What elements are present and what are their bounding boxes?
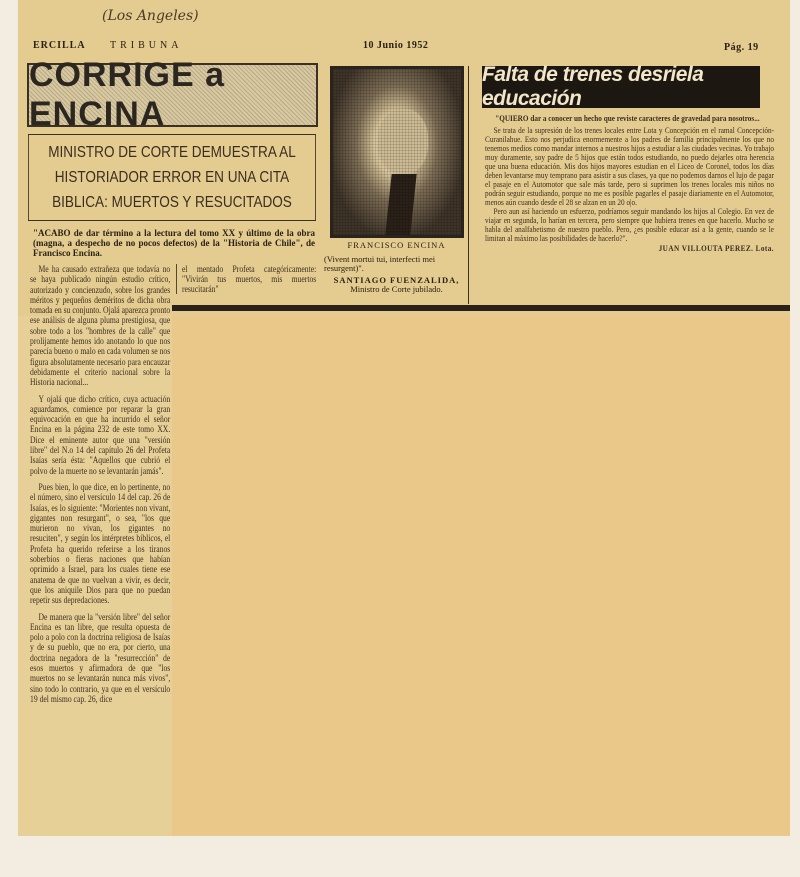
photo-caption: FRANCISCO ENCINA [347,240,446,250]
author-title: Ministro de Corte jubilado. [350,284,443,294]
horizontal-rule [172,305,790,311]
portrait-photo [330,66,464,238]
latin-quote: (Vivent mortui tui, interfecti mei resurgent)". [324,253,436,273]
author-name: SANTIAGO FUENZALIDA, [333,274,460,285]
body-paragraph: Me ha causado extrañeza que todavía no se haya publicado ningún estudio crítico, autorizado y concienzudo, sobre los grandes méritos y pequeños deméritos de dicha obra tomada en su conjunto. Ojalá aparezca pronto ese análisis de alguna pluma prestigiosa, que sobre todo a los "hombres de la calle" que prolijamente hemos ido anotando lo que nos parecía bueno o malo en cada volumen se nos figura absolutamente necesario para encauzar debidamente el criterio nacional sobre la Historia nacional... [30,264,171,388]
masthead-newspaper: TRIBUNA [110,40,183,51]
right-article-body [485,114,774,253]
masthead-magazine: ERCILLA [33,40,86,51]
body-paragraph: Se trata de la supresión de los trenes locales entre Lota y Concepción en el ramal Concepción-Curanilahue. Esto nos perjudica enormemente a los padres de familia principalmente los que no tenemos medios como mandar internos a nuestros hijos a estudiar a las ciudades vecinas. Yo trabajo muy duramente, soy padre de 5 hijos que están todos estudiando, no puedo dejarles otra herencia que una buena educación. Mis dos hijos mayores estudian en el Liceo de Coronel, todos los días deben levantarse muy temprano para asistir a sus clases, ya que no podemos darnos el lujo de pagar el pasaje en el Automotor que sale más tarde, pero si suprimen los trenes locales mis niños no podrán seguir estudiando, porque no me es posible pagarles el pasaje diariamente en el Automotor, menos aún cuando desde el 28 se alzan en un 20 o|o. [485,125,774,207]
body-paragraph: Y ojalá que dicho crítico, cuya actuación aguardamos, comience por reparar la gran equivocación en que ha incurrido el señor Encina en la página 232 de este tomo XX. Dice el eminente autor que una "versión libre" del N.o 14 del capítulo 26 del Profeta Isaías sería ésta: "Aquellos que cubrió el polvo de la muerte no se levantarán jamás". [30,393,171,476]
column-divider [468,66,469,304]
right-headline-banner: Falta de trenes desriela educación [482,66,760,108]
photo-caption-block [324,241,469,295]
right-article-lead: "QUIERO dar a conocer un hecho que reviste caracteres de gravedad para nosotros... [495,113,760,123]
masthead-date: 10 Junio 1952 [363,40,429,51]
halftone-texture [333,69,461,235]
masthead-page: Pág. 19 [724,42,759,53]
blank-scan-area [172,316,790,836]
article-headline: MINISTRO DE CORTE DEMUESTRA AL HISTORIADOR ERROR EN UNA CITA BIBLICA: MUERTOS Y RESUCITADOS [28,134,316,221]
body-paragraph: Pero aun así haciendo un esfuerzo, podríamos seguir mandando los hijos al Colegio. En vez de viajar en segunda, lo harían en tercera, pero siempre que hubiera trenes en que hacerlo. Mucho se habla del analfabetismo de nuestro pueblo. Pero, ¿es posible educar así a la gente, cuando se le limitan al máximo las posibilidades de hacerlo?". [485,206,774,243]
article-lead: "ACABO de dar término a la lectura del tomo XX y último de la obra (magna, a despecho de no pocos defectos) de la "Historia de Chile", de Francisco Encina. [33,228,315,258]
kicker-banner: CORRIGE a ENCINA [27,63,318,127]
handwritten-annotation: (Los Angeles) [102,8,199,24]
letter-signature: JUAN VILLOUTA PEREZ. Lota. [658,243,774,253]
body-paragraph: Pues bien, lo que dice, en lo pertinente, no el número, sino el versículo 14 del cap. 26 de Isaías, es lo siguiente: "Morientes non vivant, gigantes non resurgant", o sea, "los que murieron no vivan, los gigantes no resuciten", y según los intérpretes bíblicos, el Profeta ha querido referirse a los tiranos soberbios o fieras naciones que habían oprimido a Israel, para los cuales tiene ese anatema de que no vuelvan a vivir, es decir, que los aniquile Dios para que no puedan repetir sus depredaciones. [30,481,171,606]
body-paragraph: De manera que la "versión libre" del señor Encina es tan libre, que resulta opuesta de polo a polo con la doctrina religiosa de Isaías y de su pueblo, que no era, por cierto, una doctrina negadora de la "resurrección" de esos muertos y afirmadora de que "los muertos no se levantarán nunca más vivos", sino todo lo contrario, ya que en el versículo 19 del mismo cap. 26, dice [30,611,171,704]
article-continuation: el mentado Profeta categóricamente: "Vivirán tus muertos, mis muertos resucitarán" [176,264,316,294]
article-body-column [30,264,170,710]
